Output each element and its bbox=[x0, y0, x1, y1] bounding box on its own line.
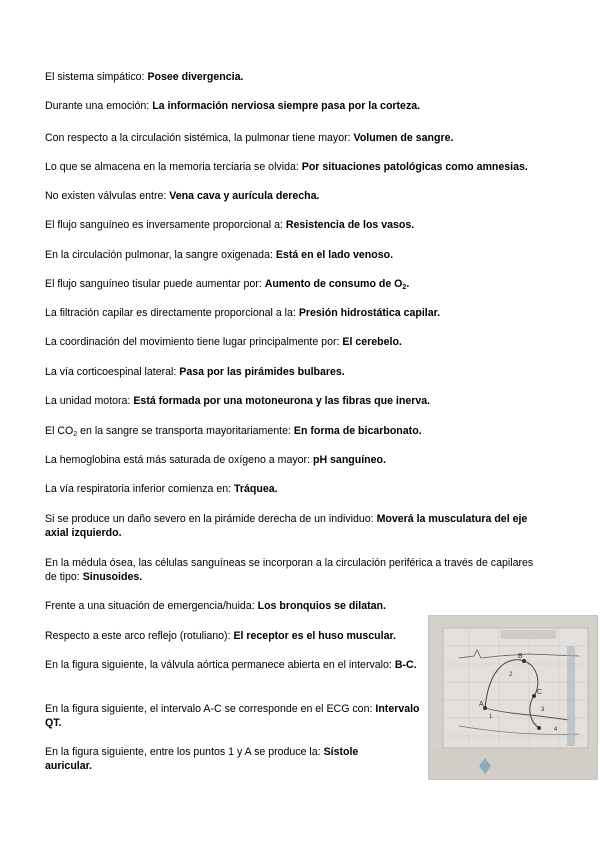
question-text: La unidad motora: bbox=[45, 395, 131, 407]
question-text: El flujo sanguíneo es inversamente proporcional a: bbox=[45, 219, 283, 231]
answer-text: Pasa por las pirámides bulbares. bbox=[179, 366, 345, 378]
photo-bottom-shadow bbox=[429, 750, 597, 779]
answer-text: Moverá la musculatura del eje axial izquierdo. bbox=[45, 513, 528, 539]
answer-text: Intervalo QT. bbox=[45, 703, 420, 729]
point-marker bbox=[537, 726, 541, 730]
label-2: 2 bbox=[509, 672, 513, 678]
answer-text: El receptor es el huso muscular. bbox=[233, 630, 396, 642]
answer-text: pH sanguíneo. bbox=[312, 454, 386, 466]
question-item bbox=[45, 394, 545, 408]
question-text: No existen válvulas entre: bbox=[45, 190, 167, 202]
question-item bbox=[45, 629, 430, 643]
question-text: Si se produce un daño severo en la pirámide derecha de un individuo: bbox=[45, 513, 374, 525]
answer-text: Tráquea. bbox=[234, 483, 278, 495]
question-text: La coordinación del movimiento tiene lugar principalmente por: bbox=[45, 336, 340, 348]
question-item bbox=[45, 424, 545, 442]
question-item bbox=[45, 599, 545, 613]
answer-text: Presión hidrostática capilar. bbox=[298, 307, 441, 319]
question-text: Frente a una situación de emergencia/huida: bbox=[45, 600, 255, 612]
answer-text: En forma de bicarbonato. bbox=[293, 425, 422, 437]
question-item bbox=[45, 556, 545, 584]
header-strip bbox=[501, 630, 556, 639]
answer-text: Volumen de sangre. bbox=[353, 132, 454, 144]
answer-text: Por situaciones patológicas como amnesias. bbox=[301, 161, 528, 173]
answer-text: Resistencia de los vasos. bbox=[285, 219, 415, 231]
question-text: En la figura siguiente, la válvula aórtica permanece abierta en el intervalo: bbox=[45, 659, 392, 671]
question-item bbox=[45, 745, 365, 773]
answer-text: Sinusoides. bbox=[82, 571, 143, 583]
question-text: El flujo sanguíneo tisular puede aumentar por: bbox=[45, 278, 262, 290]
label-1: 1 bbox=[489, 714, 493, 720]
answer-text: Posee divergencia. bbox=[147, 71, 244, 83]
label-4: 4 bbox=[554, 727, 558, 733]
question-item bbox=[45, 306, 545, 320]
figure-drawing bbox=[429, 616, 597, 779]
question-item bbox=[45, 189, 545, 203]
answer-text: B-C. bbox=[394, 659, 417, 671]
subscript: 2 bbox=[73, 431, 78, 438]
question-text: La filtración capilar es directamente proporcional a la: bbox=[45, 307, 296, 319]
question-text: La vía corticoespinal lateral: bbox=[45, 366, 177, 378]
question-text: Respecto a este arco reflejo (rotuliano): bbox=[45, 630, 231, 642]
label-c: C bbox=[537, 689, 543, 696]
answer-text: Los bronquios se dilatan. bbox=[257, 600, 386, 612]
question-text: Con respecto a la circulación sistémica, la pulmonar tiene mayor: bbox=[45, 132, 351, 144]
question-item bbox=[45, 658, 430, 672]
answer-text: Aumento de consumo de $O_2$. bbox=[264, 278, 410, 291]
answer-text: El cerebelo. bbox=[342, 336, 402, 348]
question-item bbox=[45, 99, 545, 113]
question-item bbox=[45, 160, 545, 174]
label-a: A bbox=[479, 701, 484, 708]
question-text: En la figura siguiente, el intervalo A-C se corresponde en el ECG con: bbox=[45, 703, 373, 715]
question-item bbox=[45, 218, 545, 232]
label-3: 3 bbox=[541, 707, 545, 713]
question-text: El sistema simpático: bbox=[45, 71, 145, 83]
label-b: B bbox=[518, 653, 523, 660]
question-text: La hemoglobina está más saturada de oxígeno a mayor: bbox=[45, 454, 311, 466]
cardiac-cycle-figure-photo bbox=[428, 615, 598, 780]
question-text: La vía respiratoria inferior comienza en: bbox=[45, 483, 232, 495]
question-item bbox=[45, 131, 545, 145]
question-item bbox=[45, 512, 545, 540]
point-marker bbox=[532, 694, 536, 698]
question-text: En la médula ósea, las células sanguíneas se incorporan a la circulación periférica a través de capilares de tipo: bbox=[45, 557, 534, 583]
subscript: 2 bbox=[402, 284, 407, 291]
answer-text: Sístole auricular. bbox=[45, 746, 359, 772]
question-item bbox=[45, 277, 545, 295]
question-item bbox=[45, 482, 545, 496]
question-text: Durante una emoción: bbox=[45, 100, 150, 112]
question-item bbox=[45, 702, 430, 730]
answer-text: Vena cava y aurícula derecha. bbox=[169, 190, 320, 202]
blue-strip bbox=[567, 646, 575, 746]
answer-text: La información nerviosa siempre pasa por la corteza. bbox=[152, 100, 421, 112]
question-text: En la figura siguiente, entre los puntos 1 y A se produce la: bbox=[45, 746, 321, 758]
question-item bbox=[45, 335, 545, 349]
question-item bbox=[45, 248, 545, 262]
question-text: En la circulación pulmonar, la sangre oxigenada: bbox=[45, 249, 273, 261]
question-item bbox=[45, 453, 545, 467]
question-item bbox=[45, 70, 545, 84]
question-text: El $CO_2$ en la sangre se transporta mayoritariamente: bbox=[45, 425, 291, 438]
question-text: Lo que se almacena en la memoria terciaria se olvida: bbox=[45, 161, 299, 173]
answer-text: Está en el lado venoso. bbox=[275, 249, 394, 261]
question-item bbox=[45, 365, 545, 379]
answer-text: Está formada por una motoneurona y las fibras que inerva. bbox=[133, 395, 431, 407]
